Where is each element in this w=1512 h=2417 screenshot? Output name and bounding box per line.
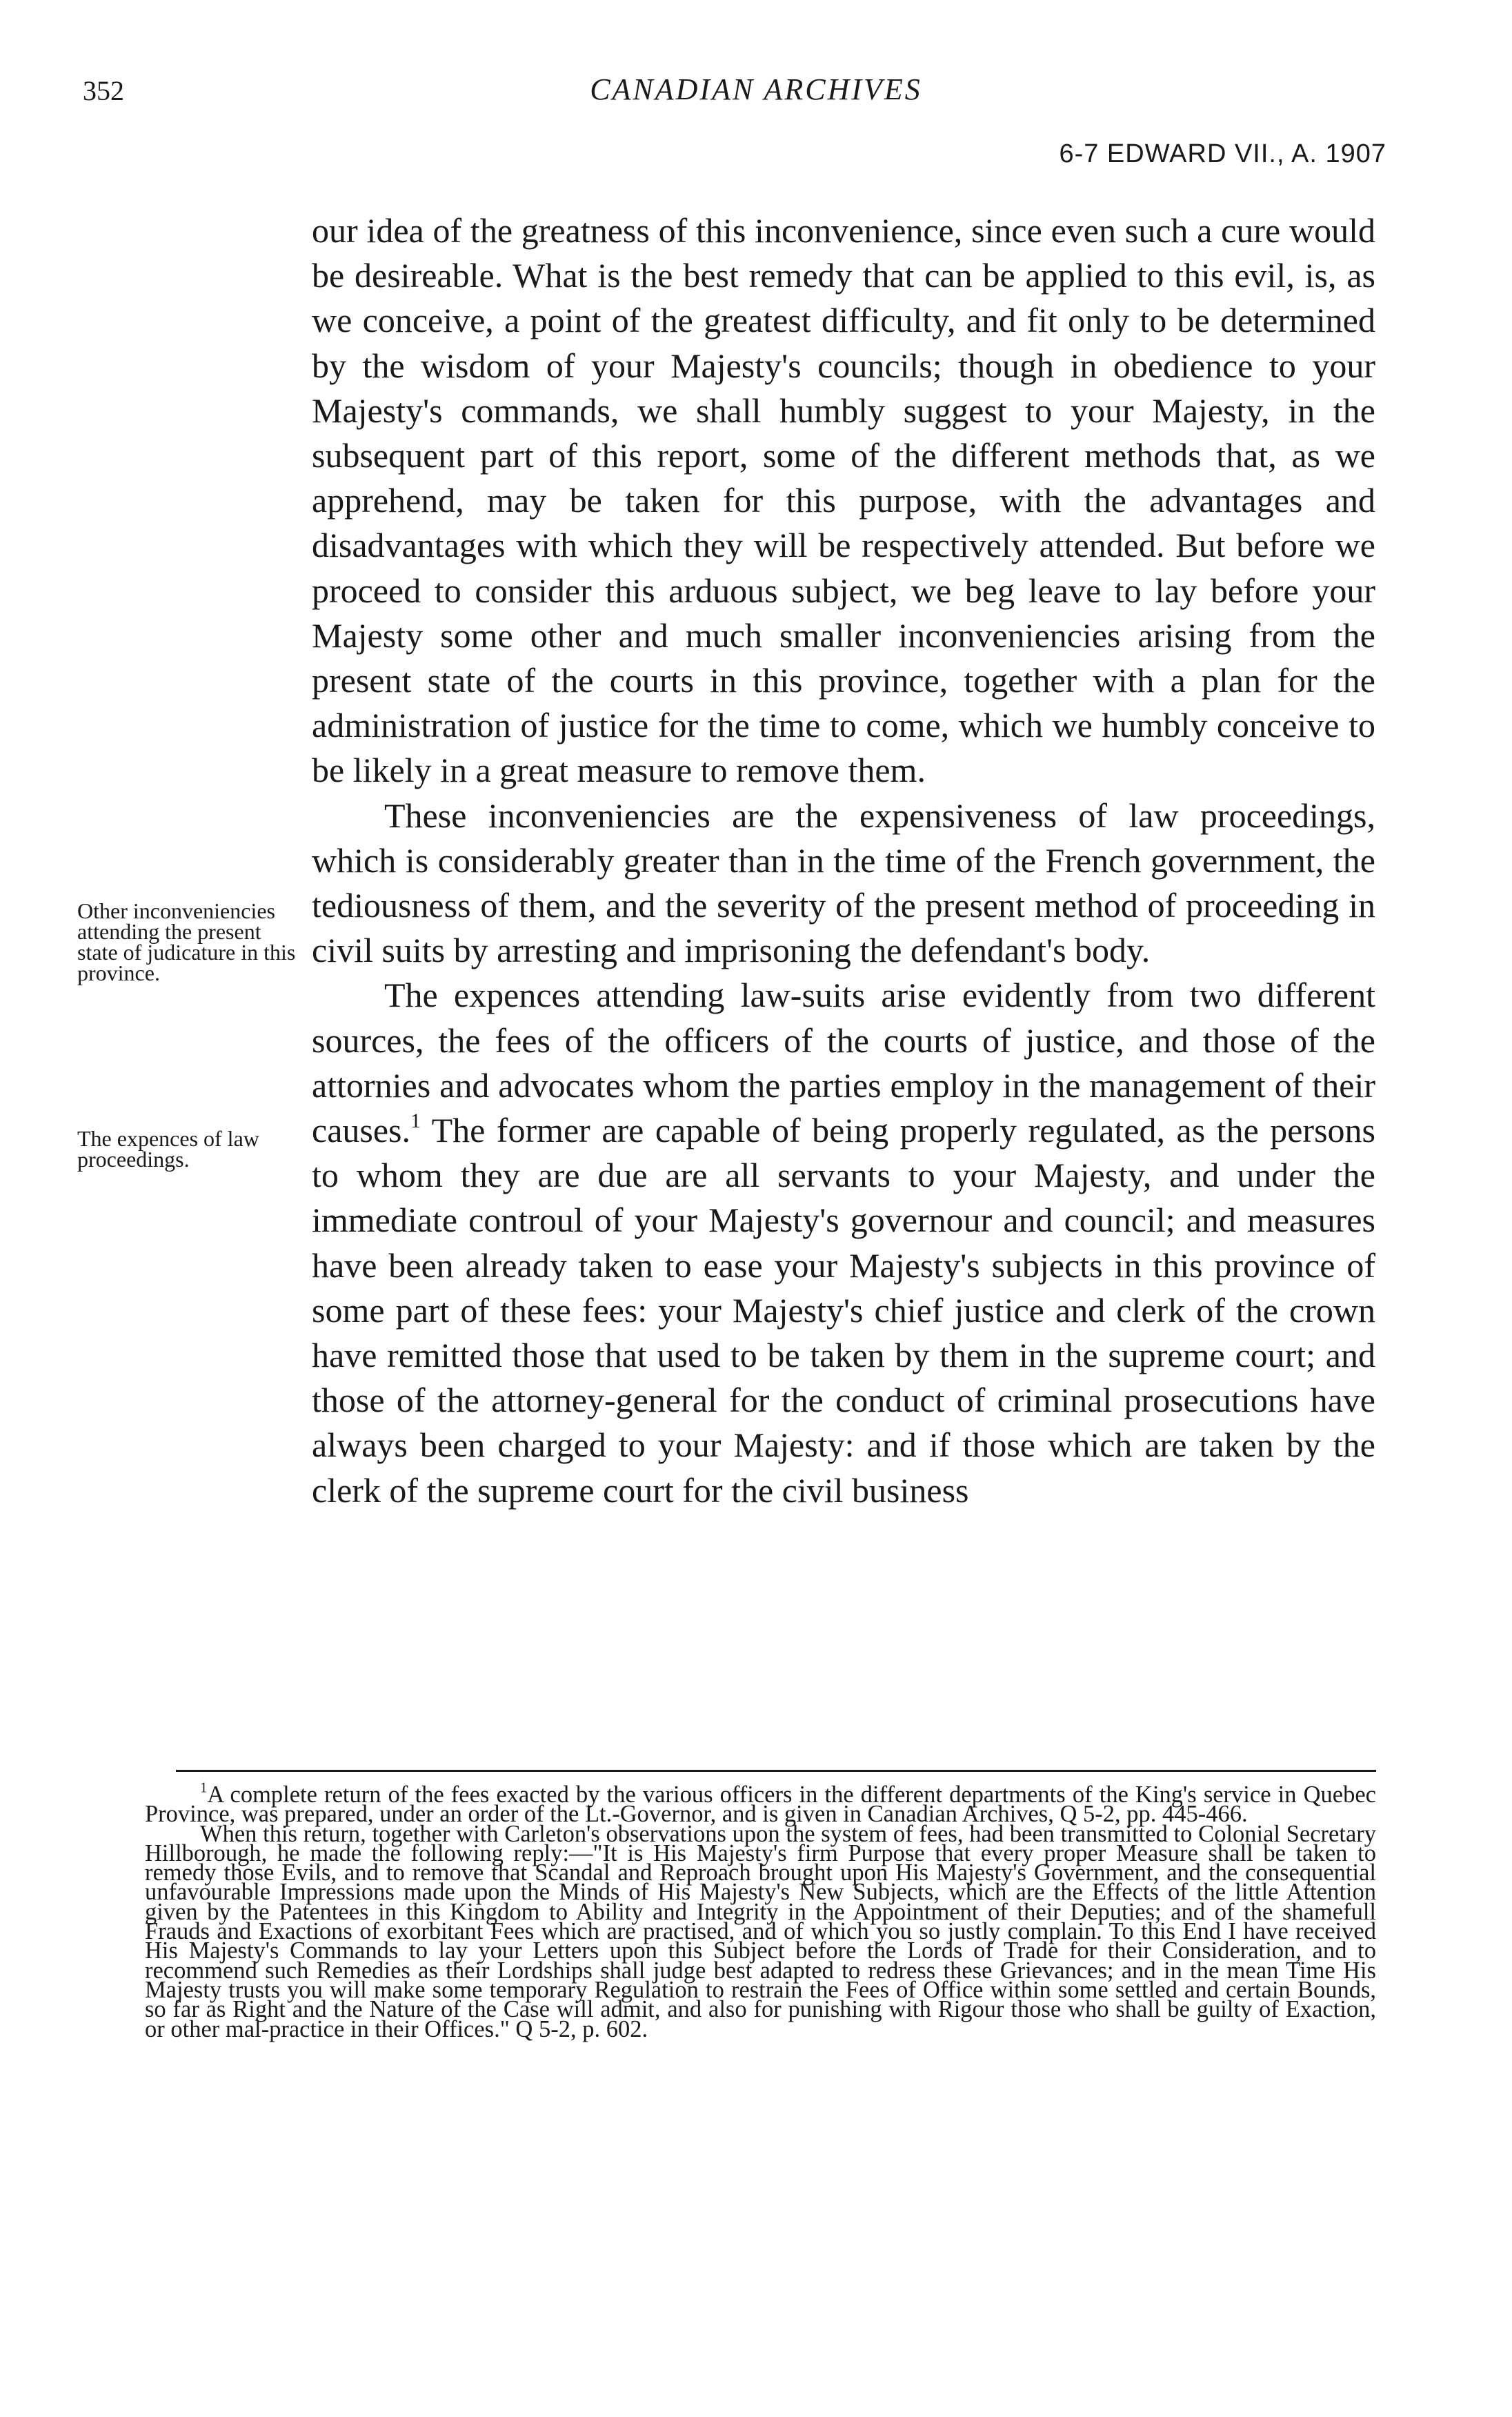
running-title: CANADIAN ARCHIVES	[590, 72, 922, 106]
margin-note-other-inconveniencies: Other inconveniencies attending the present state of judicature in this province.	[77, 898, 296, 985]
footnote-divider	[176, 1770, 1376, 1772]
footnote-1-text: A complete return of the fees exacted by the various officers in the different departments of the King's service in Quebec Province, was prepared, under an order of the Lt.-Governor, and is given in Canadian Archives, Q 5-2, pp. 445-466.	[145, 1782, 1376, 1828]
body-paragraph-2: These inconveniencies are the expensiveness of law proceedings, which is considerably greater than in the time of the French government, the tediousness of them, and the severity of the present method of proceeding in civil suits by arresting and imprisoning the defendant's body.	[312, 796, 1375, 970]
body-text	[312, 208, 1375, 1513]
body-paragraph-3	[312, 973, 1375, 1512]
body-paragraph-3-text-b: The former are capable of being properly regulated, as the persons to whom they are due are all servants to your Majesty, and under the immediate controul of your Majesty's governour and council; and measures have been already taken to ease your Majesty's subjects in this province of some part of these fees: your Majesty's chief justice and clerk of the crown have remitted those that used to be taken by them in the supreme court; and those of the attorney-general for the conduct of criminal prosecutions have always been charged to your Majesty: and if those which are taken by the clerk of the supreme court for the civil business	[312, 1111, 1375, 1510]
footnote-reference: 1	[410, 1109, 421, 1133]
session-label: 6-7 EDWARD VII., A. 1907	[1059, 139, 1386, 168]
body-paragraph-1: our idea of the greatness of this inconvenience, since even such a cure would be desireable. What is the best remedy that can be applied to this evil, is, as we conceive, a point of the greatest difficulty, and fit only to be determined by the wisdom of your Majesty's councils; though in obedience to your Majesty's commands, we shall humbly suggest to your Majesty, in the subsequent part of this report, some of the different methods that, as we apprehend, may be taken for this purpose, with the advantages and disadvantages with which they will be respectively attended. But before we proceed to consider this arduous subject, we beg leave to lay before your Majesty some other and much smaller inconveniencies arising from the present state of the courts in this province, together with a plan for the administration of justice for the time to come, which we humbly conceive to be likely in a great measure to remove them.	[312, 211, 1375, 790]
footnote-1	[145, 1780, 1376, 1828]
page-number: 352	[83, 75, 124, 106]
margin-note-expences: The expences of law proceedings.	[77, 1126, 259, 1172]
footnote-2: When this return, together with Carleton's observations upon the system of fees, had been transmitted to Colonial Secretary Hillborough, he made the following reply:—"It is His Majesty's firm Purpose that every proper Measure shall be taken to remedy those Evils, and to remove that Scandal and Reproach brought upon His Majesty's Government, and the consequential unfavourable Impressions made upon the Minds of His Majesty's New Subjects, which are the Effects of the little Attention given by the Patentees in this Kingdom to Ability and Integrity in the Appointment of their Deputies; and of the shamefull Frauds and Exactions of exorbitant Fees which are practised, and of which you so justly complain. To this End I have received His Majesty's Commands to lay your Letters upon this Subject before the Lords of Trade for their Consideration, and to recommend such Remedies as their Lordships shall judge best adapted to redress these Grievances; and in the mean Time His Majesty trusts you will make some temporary Regulation to restrain the Fees of Office within some settled and certain Bounds, so far as Right and the Nature of the Case will admit, and also for punishing with Rigour those who shall be guilty of Exaction, or other mal-practice in their Offices." Q 5-2, p. 602.	[145, 1820, 1376, 2042]
footnote-1-mark: 1	[200, 1780, 208, 1796]
body-paragraph-3-text-a: The expences attending law-suits arise evidently from two different sources, the fees of the officers of the courts of justice, and those of the attornies and advocates whom the parties employ in the management of their causes.	[312, 976, 1375, 1150]
footnotes	[145, 1780, 1376, 2042]
